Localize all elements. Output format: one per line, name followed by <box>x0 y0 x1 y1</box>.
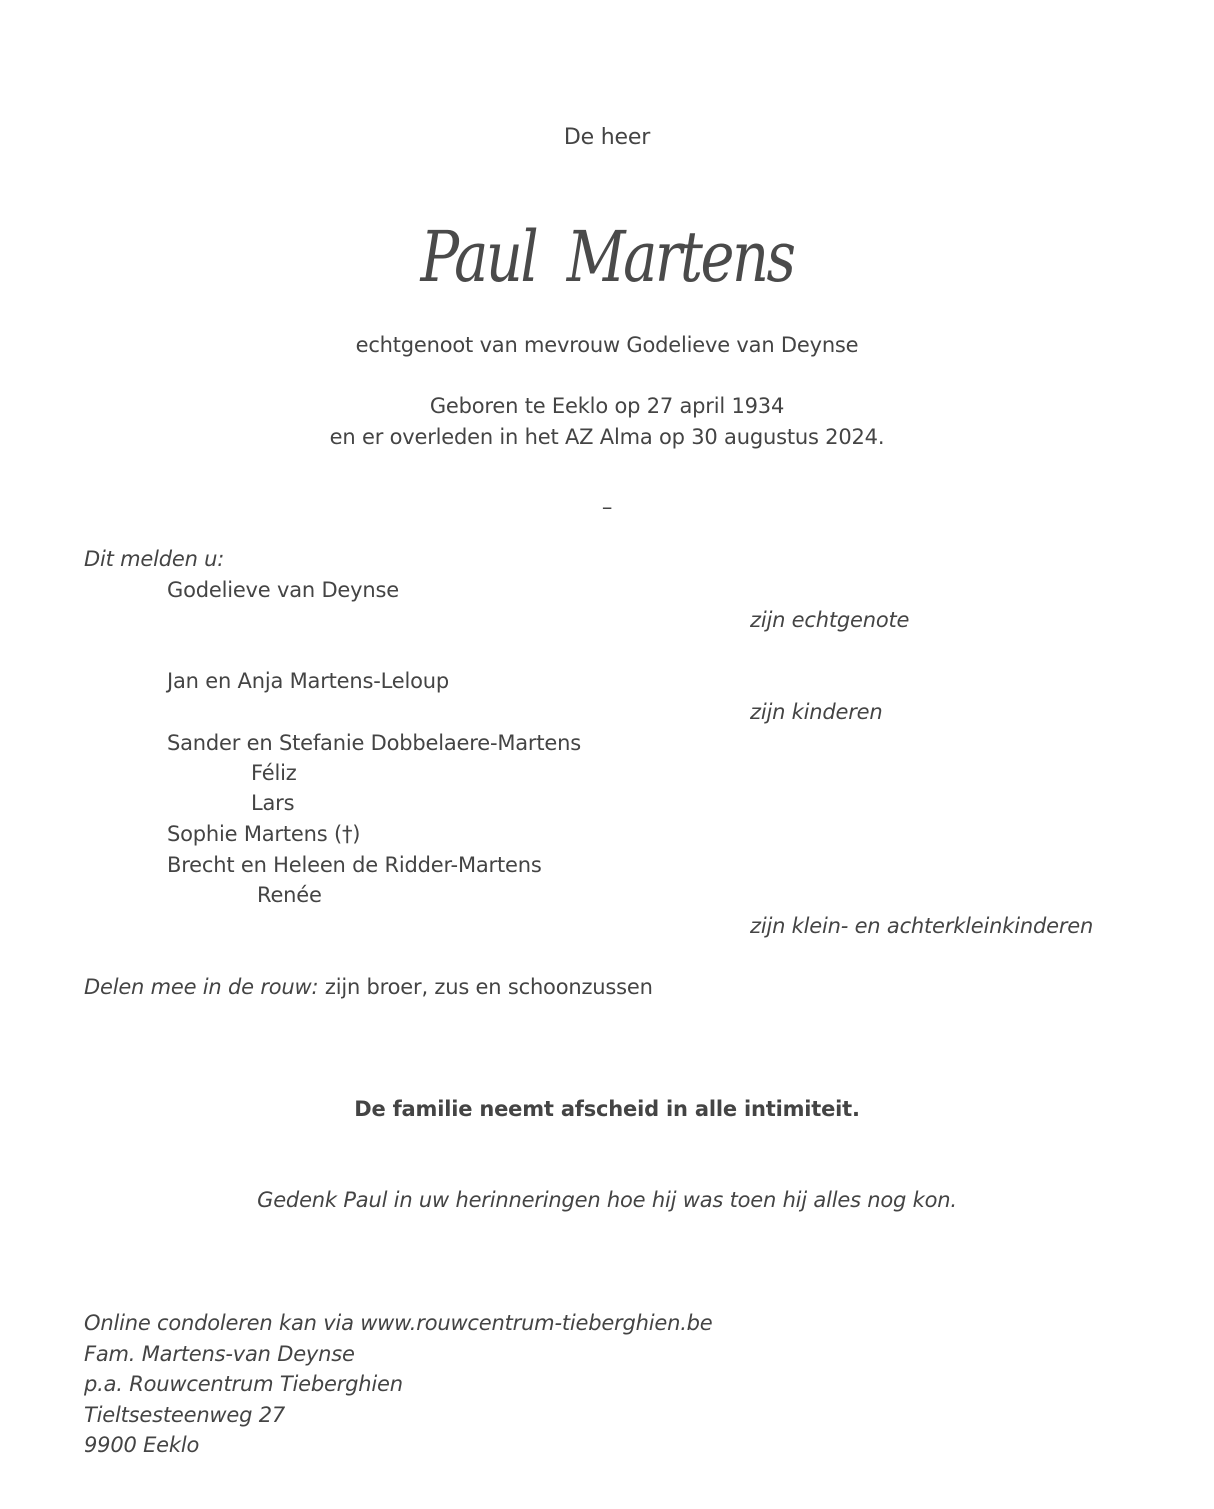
children-relation: zijn kinderen <box>750 700 883 724</box>
mourning-text: zijn broer, zus en schoonzussen <box>318 975 653 999</box>
spouse-line: echtgenoot van mevrouw Godelieve van Deynse <box>355 333 859 357</box>
death-line: en er overleden in het AZ Alma op 30 augustus 2024. <box>329 425 885 449</box>
farewell-note: De familie neemt afscheid in alle intimiteit. <box>354 1097 860 1121</box>
child-3: Sophie Martens (†) <box>167 822 361 846</box>
care-of-line: p.a. Rouwcentrum Tieberghien <box>84 1372 403 1396</box>
memorial-quote: Gedenk Paul in uw herinneringen hoe hij was toen hij alles nog kon. <box>257 1188 957 1212</box>
family-address: Fam. Martens-van Deynse <box>84 1342 355 1366</box>
grandchild-2: Lars <box>251 791 295 815</box>
mourning-line <box>84 974 653 1000</box>
salutation: De heer <box>563 125 651 150</box>
deceased-name: Paul Martens <box>420 216 794 298</box>
child-1: Jan en Anja Martens-Leloup <box>167 669 449 693</box>
child-2: Sander en Stefanie Dobbelaere-Martens <box>167 731 581 755</box>
child-4: Brecht en Heleen de Ridder-Martens <box>167 853 542 877</box>
birth-line: Geboren te Eeklo op 27 april 1934 <box>429 394 785 418</box>
grandchild-1: Féliz <box>251 761 297 785</box>
mourning-label: Delen mee in de rouw: <box>84 975 319 999</box>
grandchildren-relation: zijn klein- en achterkleinkinderen <box>750 914 1094 938</box>
city-line: 9900 Eeklo <box>84 1433 200 1457</box>
spouse-relation: zijn echtgenote <box>750 608 910 632</box>
condolence-line: Online condoleren kan via www.rouwcentrum-tieberghien.be <box>84 1311 713 1335</box>
announcement-label: Dit melden u: <box>84 547 225 571</box>
street-line: Tieltsesteenweg 27 <box>84 1403 286 1427</box>
separator-dash: – <box>601 495 613 519</box>
spouse-name: Godelieve van Deynse <box>167 578 399 602</box>
grandchild-3: Renée <box>257 883 322 907</box>
